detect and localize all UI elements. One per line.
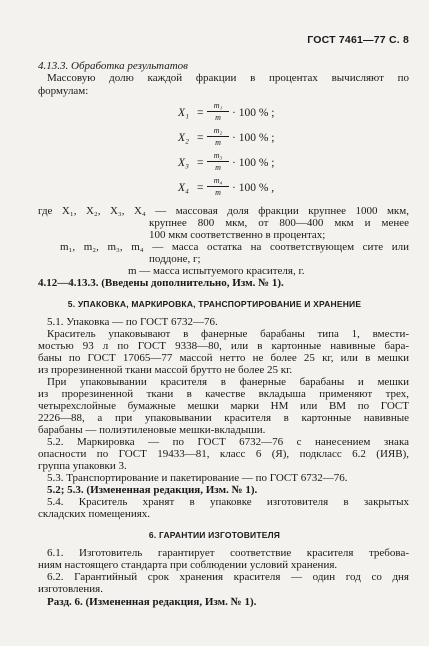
formula-equals: = (197, 182, 204, 194)
formula-equals: = (197, 132, 204, 144)
formula-rhs: · 100 % ; (232, 157, 275, 169)
paragraph-5-1-line-4: из прорезиненной ткани массой брутто не более 25 кг. (38, 364, 293, 376)
formula-numerator: m₄ (207, 175, 229, 187)
paragraph-5-1: 5.1. Упаковка — по ГОСТ 6732—76. (47, 316, 218, 328)
paragraph-packing-line-2: из прорезиненной ткани в качестве вкладыша применяют трех, (38, 388, 409, 400)
formula-fraction (207, 100, 229, 123)
formula-fraction (207, 125, 229, 148)
paragraph-5-3: 5.3. Транспортирование и пакетирование — по ГОСТ 6732—76. (47, 472, 348, 484)
paragraph-6-1-line-1: 6.1. Изготовитель гарантирует соответствие красителя требова- (47, 547, 409, 559)
definition-m-total: m — масса испытуемого красителя, г. (128, 265, 305, 277)
formula-rhs: · 100 % , (232, 182, 275, 194)
formula-lhs: X₂ (178, 132, 190, 144)
paragraph-5-2-line-3: группа упаковки 3. (38, 460, 127, 472)
formula-lhs: X₃ (178, 157, 190, 169)
section-6-title: 6. ГАРАНТИИ ИЗГОТОВИТЕЛЯ (148, 530, 281, 540)
formula-numerator: m₃ (207, 150, 229, 162)
page-header: ГОСТ 7461—77 С. 8 (307, 34, 409, 46)
paragraph-packing-line-5: барабаны — полиэтиленовые мешки-вкладыши. (38, 424, 266, 436)
formula-equals: = (197, 107, 204, 119)
paragraph-5-1-line-1: Краситель упаковывают в фанерные барабаны типа 1, вмести- (47, 328, 409, 340)
formula-lhs: X₄ (178, 182, 190, 194)
formula-rhs: · 100 % ; (232, 107, 275, 119)
formula-denominator: m (215, 138, 221, 147)
definition-m-line-1: m₁, m₂, m₃, m₄ — масса остатка на соответствующем сите или (60, 241, 409, 253)
formula-numerator: m₂ (207, 125, 229, 137)
paragraph-packing-line-1: При упаковывании красителя в фанерные барабаны и мешки (47, 376, 409, 388)
formula-fraction (207, 175, 229, 198)
paragraph-5-2-line-1: 5.2. Маркировка — по ГОСТ 6732—76 с нанесением знака (47, 436, 409, 448)
amendment-note-section-6: Разд. 6. (Измененная редакция, Изм. № 1). (47, 596, 257, 608)
section-heading-4-13-3: 4.13.3. Обработка результатов (38, 60, 188, 72)
intro-line-2: формулам: (38, 85, 89, 97)
amendment-note-5-2-5-3: 5.2; 5.3. (Измененная редакция, Изм. № 1). (47, 484, 258, 496)
formula-denominator: m (215, 113, 221, 122)
paragraph-5-1-line-3: баны по ГОСТ 17065—77 массой нетто не более 25 кг, или в мешки (38, 352, 409, 364)
formula-equals: = (197, 157, 204, 169)
paragraph-packing-line-4: 2226—88, а при упаковывании красителя в картонные навивные (38, 412, 409, 424)
formula-x2 (178, 128, 318, 150)
formula-x4 (178, 178, 318, 200)
section-5-title: 5. УПАКОВКА, МАРКИРОВКА, ТРАНСПОРТИРОВАНИЕ И ХРАНЕНИЕ (67, 299, 362, 309)
paragraph-5-4-line-1: 5.4. Краситель хранят в упаковке изготовителя в закрытых (47, 496, 409, 508)
paragraph-5-2-line-2: опасности по ГОСТ 19433—81, класс 6 (Я), подкласс 6.2 (ИЯВ), (38, 448, 409, 460)
definition-m-line-2: поддоне, г; (149, 253, 201, 265)
formula-denominator: m (215, 188, 221, 197)
definition-x-line-1: где X₁, X₂, X₃, X₄ — массовая доля фракции крупнее 1000 мкм, (38, 205, 409, 217)
paragraph-6-2-line-1: 6.2. Гарантийный срок хранения красителя — один год со дня (47, 571, 409, 583)
formula-x1 (178, 103, 318, 125)
paragraph-6-1-line-2: ниям настоящего стандарта при соблюдении условий хранения. (38, 559, 338, 571)
paragraph-5-1-line-2: мостью 93 л по ГОСТ 9338—80, или в картонные навивные бара- (38, 340, 409, 352)
definition-x-line-3: 100 мкм соответственно в процентах; (149, 229, 326, 241)
formula-rhs: · 100 % ; (232, 132, 275, 144)
intro-line-1: Массовую долю каждой фракции в процентах вычисляют по (47, 72, 409, 84)
formula-denominator: m (215, 163, 221, 172)
paragraph-5-4-line-2: складских помещениях. (38, 508, 151, 520)
formula-x3 (178, 153, 318, 175)
amendment-note-4-12: 4.12—4.13.3. (Введены дополнительно, Изм. № 1). (38, 277, 284, 289)
definition-x-line-2: крупнее 800 мкм, от 800—400 мкм и менее (149, 217, 409, 229)
formula-lhs: X₁ (178, 107, 190, 119)
formula-fraction (207, 150, 229, 173)
paragraph-packing-line-3: четырехслойные бумажные мешки марки НМ или ВМ по ГОСТ (38, 400, 409, 412)
paragraph-6-2-line-2: изготовления. (38, 583, 103, 595)
formula-numerator: m₁ (207, 100, 229, 112)
